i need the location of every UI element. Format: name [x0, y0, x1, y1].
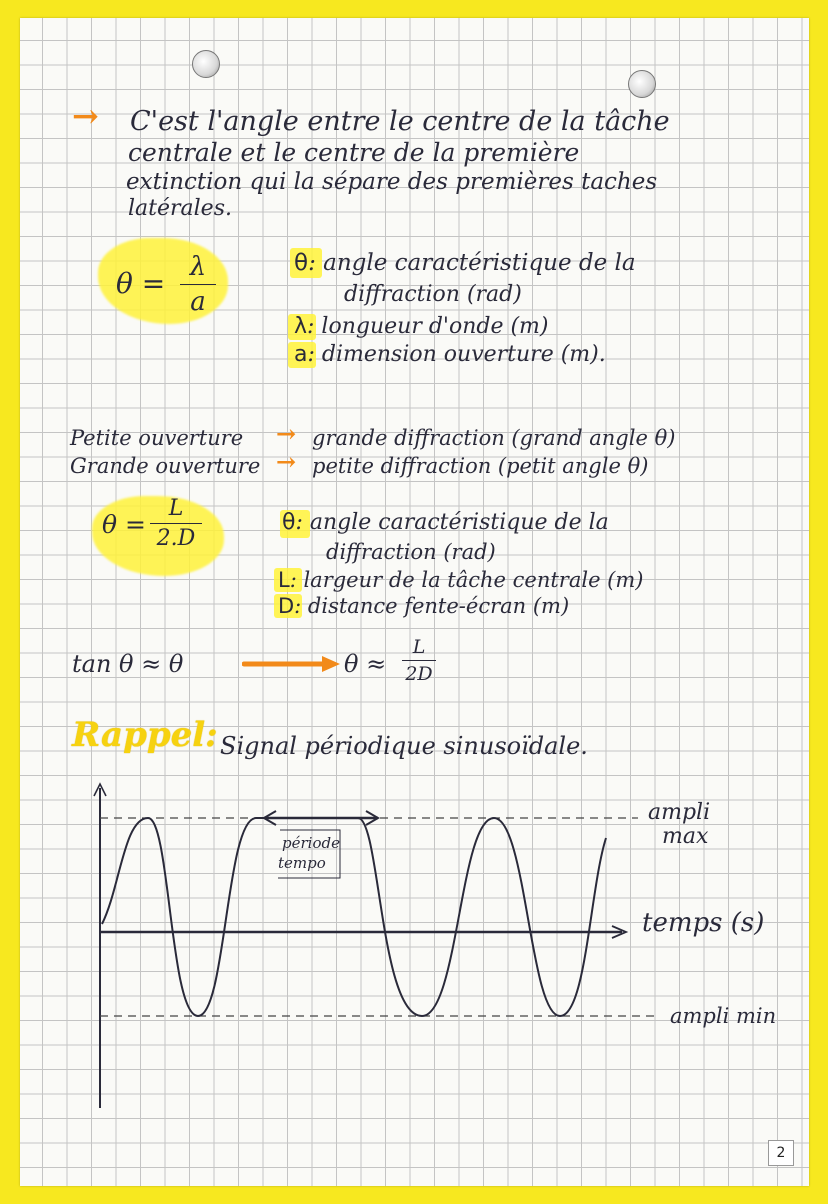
rappel-text: Signal périodique sinusoïdale. — [220, 732, 588, 760]
formula1-lhs: θ = — [116, 267, 166, 300]
formula1-def-1: θ: angle caractéristique de la — [294, 250, 636, 276]
formula1-def-3: λ: longueur d'onde (m) — [294, 314, 549, 339]
page-number: 2 — [776, 1145, 786, 1161]
intro-line-2: centrale et le centre de la première — [128, 138, 580, 167]
formula2-def-4: D: distance fente-écran (m) — [278, 594, 570, 618]
approx-numerator: L — [412, 636, 426, 658]
formula1-numerator: λ — [189, 252, 207, 282]
formula1-denominator: a — [190, 287, 206, 317]
notebook-page — [20, 18, 809, 1186]
approx-right: θ ≈ — [344, 650, 387, 678]
ampli-max-line-2: max — [662, 824, 709, 849]
formula2-def-3: L: largeur de la tâche centrale (m) — [278, 568, 644, 592]
compare-row2-left: Grande ouverture — [70, 454, 261, 478]
formula2-numerator: L — [168, 496, 184, 521]
ampli-max-line-1: ampli — [648, 800, 711, 825]
time-axis-label: temps (s) — [642, 908, 765, 938]
period-label-line-2: tempo — [278, 854, 326, 872]
formula2-denominator: 2.D — [156, 526, 196, 551]
period-label-line-1: période — [282, 834, 340, 852]
page-number-box — [768, 1140, 794, 1166]
approx-left: tan θ ≈ θ — [72, 650, 184, 678]
sine-wave — [102, 818, 606, 1016]
intro-line-3: extinction qui la sépare des premières taches — [126, 169, 658, 195]
compare-row2-arrow-icon: → — [276, 447, 297, 476]
formula2-lhs: θ = — [102, 510, 146, 539]
compare-row1-left: Petite ouverture — [70, 426, 244, 450]
compare-row1-arrow-icon: → — [276, 419, 297, 448]
formula2-def-2: diffraction (rad) — [326, 540, 496, 564]
formula1-def-4: a: dimension ouverture (m). — [294, 342, 606, 367]
formula2-def-1: θ: angle caractéristique de la — [282, 510, 609, 535]
rappel-title: Rappel: — [72, 715, 218, 755]
intro-line-4: latérales. — [128, 196, 232, 221]
compare-row2-right: petite diffraction (petit angle θ) — [312, 454, 649, 478]
formula1-def-2: diffraction (rad) — [344, 282, 522, 307]
ampli-min-label: ampli min — [670, 1004, 777, 1028]
orange-arrow-icon: → — [72, 97, 99, 135]
compare-row1-right: grande diffraction (grand angle θ) — [312, 426, 676, 450]
approx-denominator: 2D — [405, 663, 433, 685]
intro-line-1: C'est l'angle entre le centre de la tâche — [130, 106, 670, 137]
